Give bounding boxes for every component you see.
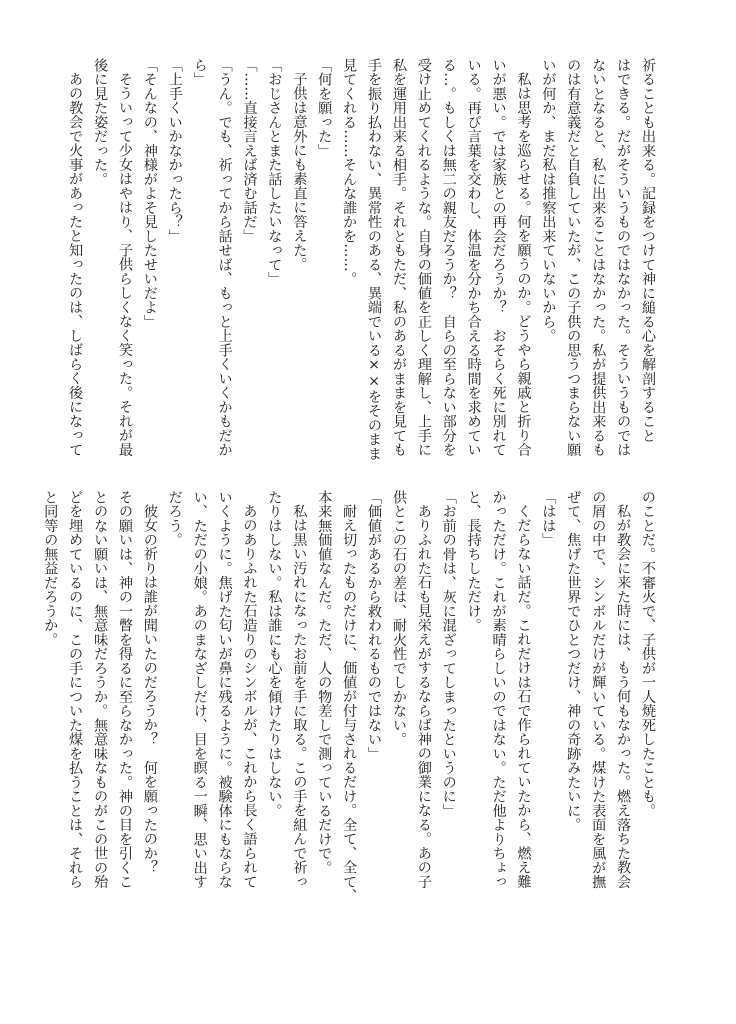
text-line: 「うん。でも、祈ってから話せば、もっと上手くいくかもだか [216, 58, 233, 457]
text-line: 「はは」 [540, 490, 557, 547]
text-line: 私を運用出来る相手。それともただ、私のあるがままを見ても [390, 58, 407, 457]
text-line: ら」 [191, 58, 208, 87]
text-line: と、長持ちしただけ。 [465, 490, 482, 633]
text-line: そういって少女はやはり、子供らしくなく笑った。それが最 [116, 72, 133, 457]
text-line: あの教会で火事があったと知ったのは、しばらく後になって [67, 72, 84, 457]
text-line: はできる。だがそういうものではなかった。そういうものでは [615, 58, 632, 457]
text-line: かっただけ。これが素晴らしいのではない。ただ他よりちょっ [490, 490, 507, 889]
text-line: 「価値があるから救われるものではない」 [366, 490, 383, 761]
text-line: 供とこの石の差は、耐火性でしかない。 [390, 490, 407, 747]
text-line: 見てくれる……そんな誰かを……。 [341, 58, 358, 286]
text-line: いる。再び言葉を交わし、体温を分かち合える時間を求めてい [465, 58, 482, 457]
text-line: ないとなると、私に出来ることはなかった。私が提供出来るも [590, 58, 607, 457]
text-line: 祈ることも出来る。記録をつけて神に縋る心を解剖すること [640, 58, 656, 443]
text-line: の屑の中で、シンボルだけが輝いている。煤けた表面を風が撫 [590, 490, 607, 889]
text-line: のは有意義だと自負していたが、この子供の思うつまらない願 [565, 58, 582, 457]
text-line: だろう。 [166, 490, 183, 547]
text-line: い、ただの小娘。あのまなざしだけ、目を瞑る一瞬、思い出す [191, 490, 208, 889]
text-line: あのありふれた石造りのシンボルが、これから長く語られて [241, 504, 258, 889]
text-line: 子供は意外にも素直に答えた。 [291, 72, 308, 272]
text-line: くだらない話だ。これだけは石で作られていたから、燃え難 [515, 504, 532, 889]
text-line: 耐え切ったものだけに、価値が付与されるだけ。全て、全て、 [341, 504, 358, 904]
text-line: いくように。焦げた匂いが鼻に残るように。被験体にもならな [216, 490, 233, 889]
text-line: 私は黒い汚れになったお前を手に取る。この手を組んで祈っ [291, 504, 308, 889]
text-line: 「何を願った」 [316, 58, 333, 158]
text-line: る…。もしくは無二の親友だろうか？ 自らの至らない部分を [440, 58, 457, 457]
text-line: とのない願いは、無意味だろうか。無意味なものがこの世の殆 [92, 490, 109, 889]
text-line: 彼女の祈りは誰が聞いたのだろうか？ 何を願ったのか？ [141, 504, 158, 875]
text-line: その願いは、神の一瞥を得るに至らなかった。神の目を引くこ [116, 490, 133, 889]
text-line: どを埋めているのに、この手についた煤を払うことは、それら [67, 490, 84, 889]
text-line: いが悪い。では家族との再会だろうか？ おそらく死に別れて [490, 58, 507, 457]
text-line: 受け止めてくれるような。自身の価値を正しく理解し、上手に [415, 58, 432, 457]
text-line: と同等の無益だろうか。 [42, 490, 59, 647]
text-line: 「お前の骨は、灰に混ざってしまったというのに」 [440, 490, 457, 818]
text-line: 「おじさんとまた話したいなって」 [266, 58, 283, 286]
text-line: いが何か、まだ私は推察出来ていないから。 [540, 58, 557, 343]
text-line: 「そんなの、神様がよそ見したせいだよ」 [141, 58, 158, 329]
lower-text-block [42, 490, 660, 904]
text-line: 私が教会に来た時には、もう何もなかった。燃え落ちた教会 [615, 504, 632, 889]
upper-text-block [67, 58, 660, 470]
text-line: 手を振り払わない、異常性のある、異端でいる××をそのまま [366, 58, 383, 461]
text-line: たりはしない。私は誰にも心を傾けたりはしない。 [266, 490, 283, 818]
text-line: ありふれた石も見栄えがするならば神の御業になる。あの子 [415, 504, 432, 889]
text-line: ぜて、焦げた世界でひとつだけ、神の奇跡みたいに。 [565, 490, 582, 832]
text-line: 「……直接言えば済む話だ」 [241, 58, 258, 244]
text-line: 後に見た姿だった。 [92, 58, 109, 187]
text-line: のことだ。不審火で、子供が一人焼死したことも。 [640, 490, 656, 818]
text-line: 私は思考を巡らせる。何を願うのか。どうやら親戚と折り合 [515, 72, 532, 457]
text-line: 「上手くいかなかったら？」 [166, 58, 183, 244]
text-line: 本来無価値なんだ。ただ、人の物差しで測っているだけで。 [316, 490, 333, 875]
